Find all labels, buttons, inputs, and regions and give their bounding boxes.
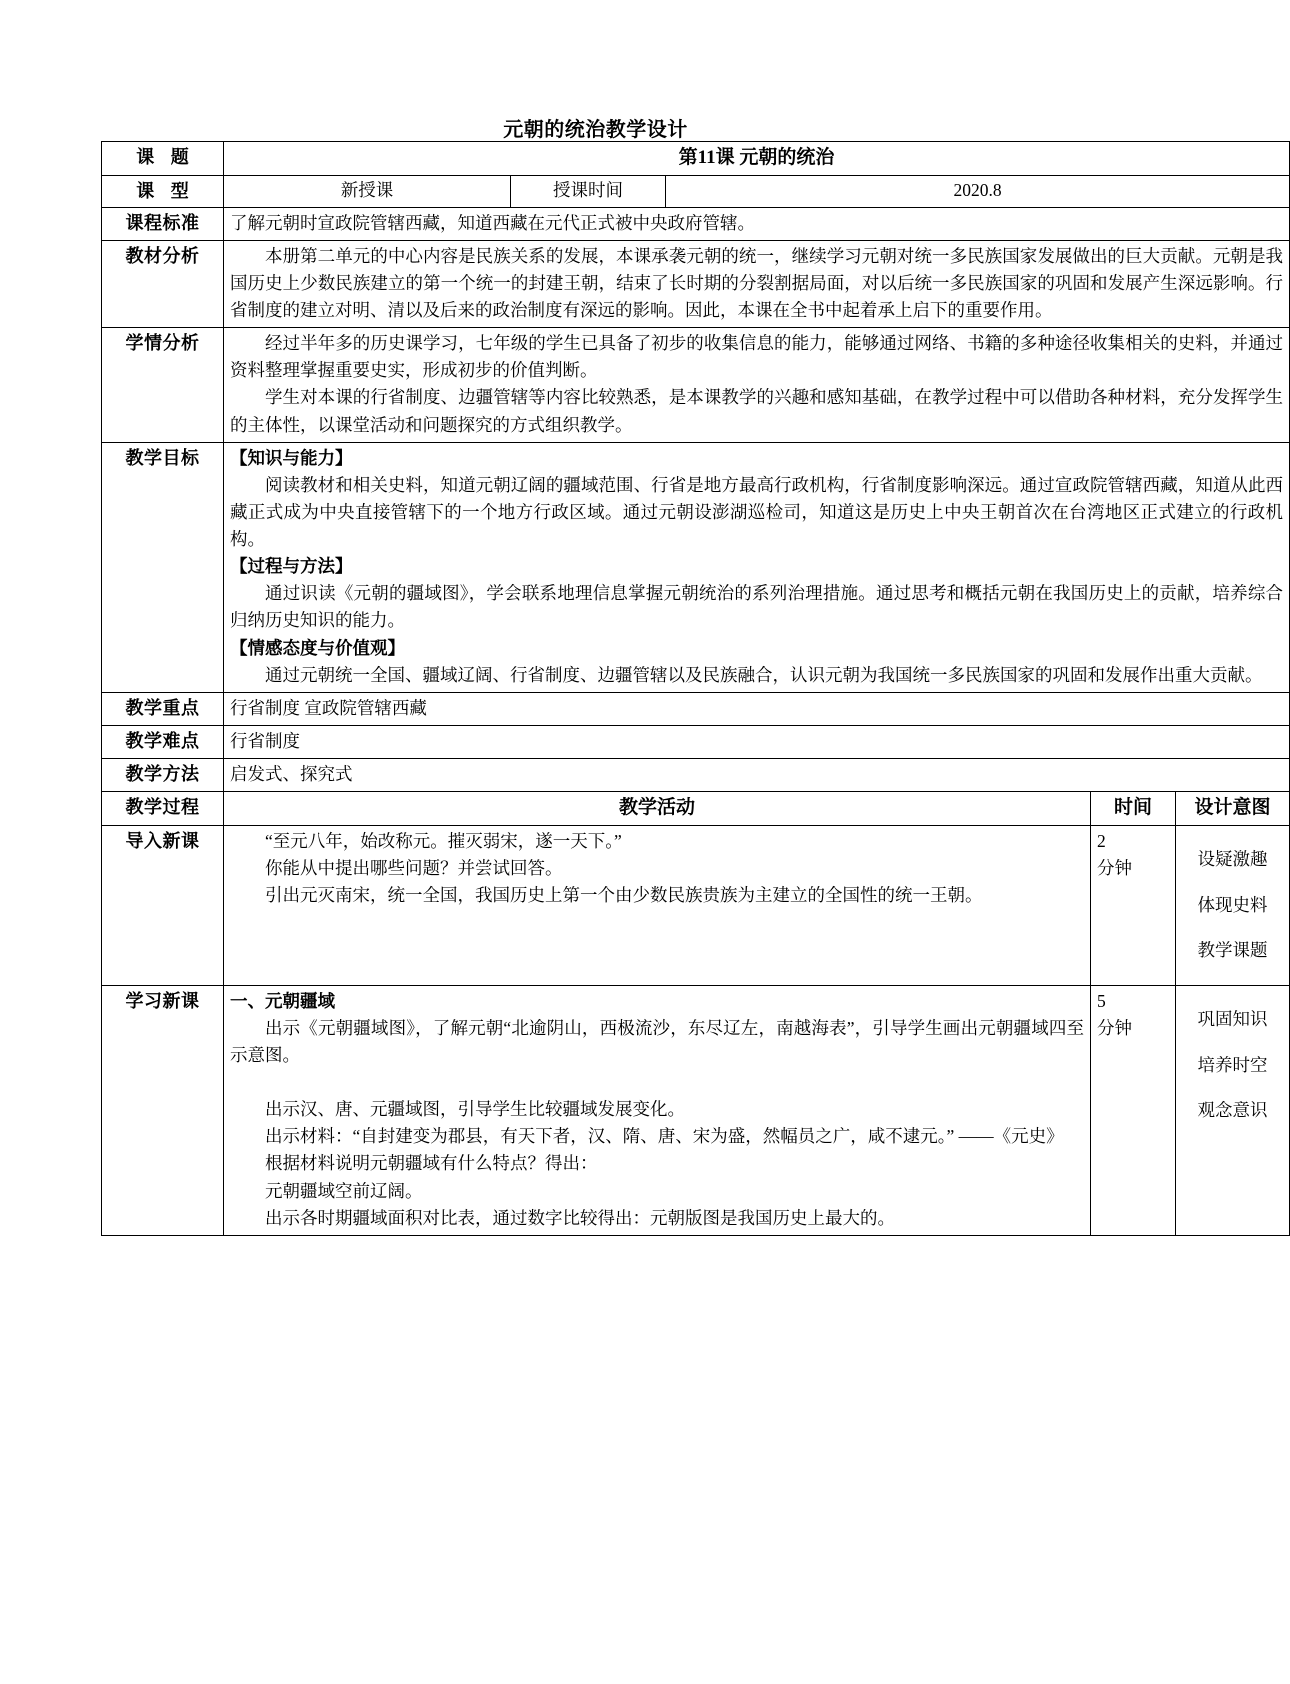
row-label-type: 课 型 xyxy=(102,175,224,207)
table-row-objectives xyxy=(102,442,1290,692)
row-label-student-analysis: 学情分析 xyxy=(102,328,224,443)
row-label-key-point: 教学重点 xyxy=(102,692,224,725)
difficult-point-value: 行省制度 xyxy=(224,725,1290,758)
spacer-line xyxy=(230,1069,1084,1096)
row-label-process: 教学过程 xyxy=(102,792,224,826)
lead-in-intent: 设疑激趣 体现史料 教学课题 xyxy=(1176,825,1290,985)
objective-heading-process: 【过程与方法】 xyxy=(230,556,353,577)
table-row-method xyxy=(102,759,1290,792)
row-label-material-analysis: 教材分析 xyxy=(102,240,224,327)
objective-heading-values: 【情感态度与价值观】 xyxy=(230,637,405,658)
table-row-process-header xyxy=(102,792,1290,826)
key-point-value: 行省制度 宣政院管辖西藏 xyxy=(224,692,1290,725)
lead-in-activity: “至元八年，始改称元。摧灭弱宋，遂一天下。” 你能从中提出哪些问题？并尝试回答。 引出元灭南宋，统一全国，我国历史上第一个由少数民族贵族为主建立的全国性的统一王朝。 xyxy=(224,825,1091,985)
objective-text-knowledge: 阅读教材和相关史料，知道元朝辽阔的疆域范围、行省是地方最高行政机构，行省制度影响深远。通过宣政院管辖西藏，知道从此西藏正式成为中央直接管辖下的一个地方行政区域。通过元朝设澎湖巡检司，知道这是历史上中央王朝首次在台湾地区正式建立的行政机构。 xyxy=(230,474,1284,550)
new-lesson-activity: 一、元朝疆域 出示《元朝疆域图》，了解元朝“北逾阴山，西极流沙，东尽辽左，南越海表”，引导学生画出元朝疆域四至示意图。 出示汉、唐、元疆域图，引导学生比较疆域发展变化。 出示材料：“自封建变为郡县，有天下者，汉、隋、唐、宋为盛，然幅员之广，咸不逮元。” ——《元史》 根据材料说明元朝疆域有什么特点？得出： 元朝疆域空前辽阔。 出示各时期疆域面积对比表，通过数字比较得出：元朝版图是我国历史上最大的。 xyxy=(224,985,1091,1235)
topic-value: 第11课 元朝的统治 xyxy=(224,142,1290,176)
table-row-difficult-point xyxy=(102,725,1290,758)
material-analysis-value: 本册第二单元的中心内容是民族关系的发展，本课承袭元朝的统一，继续学习元朝对统一多民族国家发展做出的巨大贡献。元朝是我国历史上少数民族建立的第一个统一的封建王朝，结束了长时期的分裂割据局面，对以后统一多民族国家的巩固和发展产生深远影响。行省制度的建立对明、清以及后来的政治制度有深远的影响。因此，本课在全书中起着承上启下的重要作用。 xyxy=(224,240,1290,327)
standard-value: 了解元朝时宣政院管辖西藏，知道西藏在元代正式被中央政府管辖。 xyxy=(224,207,1290,240)
table-row-material-analysis xyxy=(102,240,1290,327)
new-lesson-heading: 一、元朝疆域 xyxy=(230,990,335,1011)
table-row-lead-in xyxy=(102,825,1290,985)
table-row-type xyxy=(102,175,1290,207)
new-lesson-intent: 巩固知识 培养时空 观念意识 xyxy=(1176,985,1290,1235)
table-row-key-point xyxy=(102,692,1290,725)
column-header-activity: 教学活动 xyxy=(224,792,1091,826)
column-header-intent: 设计意图 xyxy=(1176,792,1290,826)
objectives-value xyxy=(224,442,1290,692)
lead-in-time: 2 分钟 xyxy=(1091,825,1176,985)
row-label-objectives: 教学目标 xyxy=(102,442,224,692)
row-label-topic: 课 题 xyxy=(102,142,224,176)
row-label-standard: 课程标准 xyxy=(102,207,224,240)
objective-heading-knowledge: 【知识与能力】 xyxy=(230,447,353,468)
type-value: 新授课 xyxy=(224,175,511,207)
lesson-plan-table xyxy=(101,141,1290,1236)
table-row-student-analysis xyxy=(102,328,1290,443)
student-analysis-value: 经过半年多的历史课学习，七年级的学生已具备了初步的收集信息的能力，能够通过网络、书籍的多种途径收集相关的史料，并通过资料整理掌握重要史实，形成初步的价值判断。 学生对本课的行省制度、边疆管辖等内容比较熟悉，是本课教学的兴趣和感知基础，在教学过程中可以借助各种材料，充分发挥学生的主体性，以课堂活动和问题探究的方式组织教学。 xyxy=(224,328,1290,443)
row-label-lead-in: 导入新课 xyxy=(102,825,224,985)
column-header-time: 时间 xyxy=(1091,792,1176,826)
row-label-method: 教学方法 xyxy=(102,759,224,792)
teaching-time-label: 授课时间 xyxy=(511,175,666,207)
page-title: 元朝的统治教学设计 xyxy=(503,119,688,141)
table-row-standard xyxy=(102,207,1290,240)
teaching-time-value: 2020.8 xyxy=(666,175,1290,207)
objective-text-values: 通过元朝统一全国、疆域辽阔、行省制度、边疆管辖以及民族融合，认识元朝为我国统一多民族国家的巩固和发展作出重大贡献。 xyxy=(265,664,1263,685)
objective-text-process: 通过识读《元朝的疆域图》，学会联系地理信息掌握元朝统治的系列治理措施。通过思考和概括元朝在我国历史上的贡献，培养综合归纳历史知识的能力。 xyxy=(230,583,1284,631)
table-row-new-lesson xyxy=(102,985,1290,1235)
method-value: 启发式、探究式 xyxy=(224,759,1290,792)
row-label-new-lesson: 学习新课 xyxy=(102,985,224,1235)
table-row-topic xyxy=(102,142,1290,176)
new-lesson-time: 5 分钟 xyxy=(1091,985,1176,1235)
row-label-difficult-point: 教学难点 xyxy=(102,725,224,758)
